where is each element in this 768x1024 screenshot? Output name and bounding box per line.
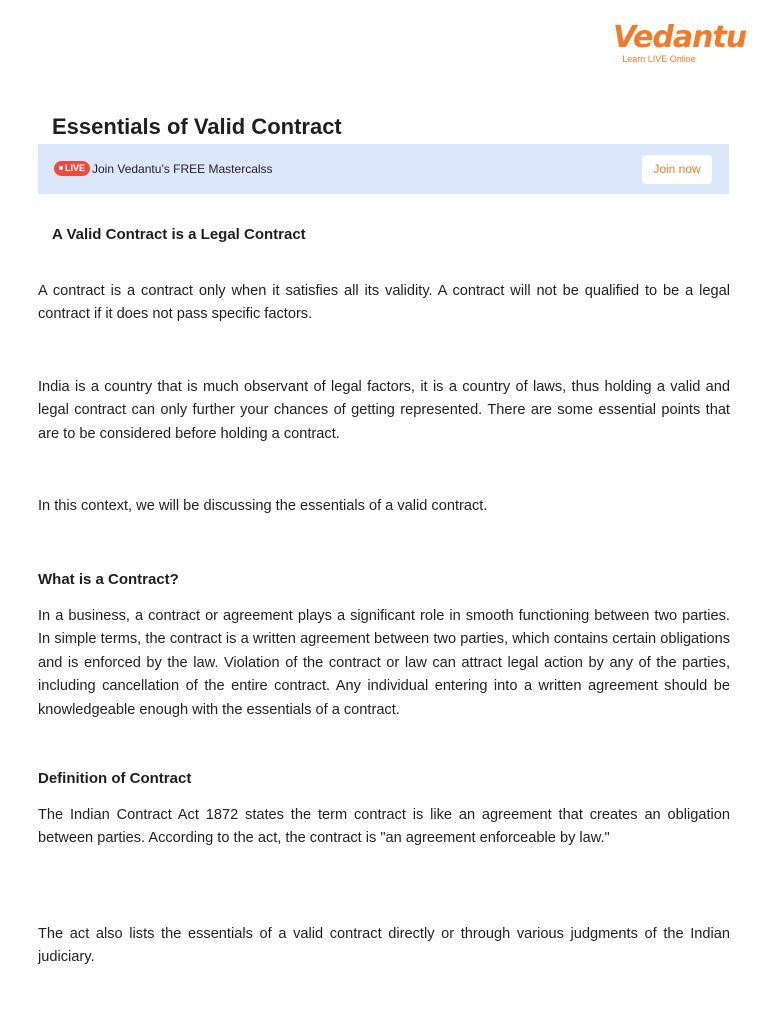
- intro-heading: A Valid Contract is a Legal Contract: [52, 226, 306, 243]
- logo-tagline: Learn LIVE Online: [622, 54, 696, 64]
- definition-paragraph-1: The Indian Contract Act 1872 states the term contract is like an agreement that creates an obligation between parties. According to the act, the contract is "an agreement enforceable by law.": [38, 807, 730, 847]
- what-is-contract-heading: What is a Contract?: [38, 571, 179, 588]
- page-title: Essentials of Valid Contract: [52, 114, 342, 139]
- live-label: LIVE: [65, 163, 86, 173]
- intro-paragraph-1: A contract is a contract only when it satisfies all its validity. A contract will not be qualified to be a legal contract if it does not pass specific factors.: [38, 283, 730, 323]
- definition-heading: Definition of Contract: [38, 770, 192, 787]
- join-now-button[interactable]: Join now: [642, 155, 712, 184]
- definition-paragraph-2: The act also lists the essentials of a valid contract directly or through various judgments of the Indian judiciary.: [38, 926, 730, 966]
- masterclass-banner: [38, 144, 729, 194]
- what-is-contract-paragraph: In a business, a contract or agreement plays a significant role in smooth functioning between two parties. In simple terms, the contract is a written agreement between two parties, which contains certain obligations and is enforced by the law. Violation of the contract or law can attract legal action by any of the parties, including cancellation of the entire contract. Any individual entering into a written agreement should be knowledgeable enough with the essentials of a contract.: [38, 608, 730, 718]
- banner-text: Join Vedantu’s FREE Mastercalss: [92, 162, 273, 176]
- logo-wordmark: Vedantu: [613, 20, 747, 55]
- live-dot-icon: [59, 166, 63, 170]
- intro-paragraph-2: India is a country that is much observant of legal factors, it is a country of laws, thus holding a valid and legal contract can only further your chances of getting represented. There are some essential points that are to be considered before holding a contract.: [38, 379, 730, 442]
- intro-paragraph-3: In this context, we will be discussing the essentials of a valid contract.: [38, 498, 488, 514]
- live-badge: [54, 161, 90, 176]
- vedantu-logo[interactable]: [613, 20, 747, 65]
